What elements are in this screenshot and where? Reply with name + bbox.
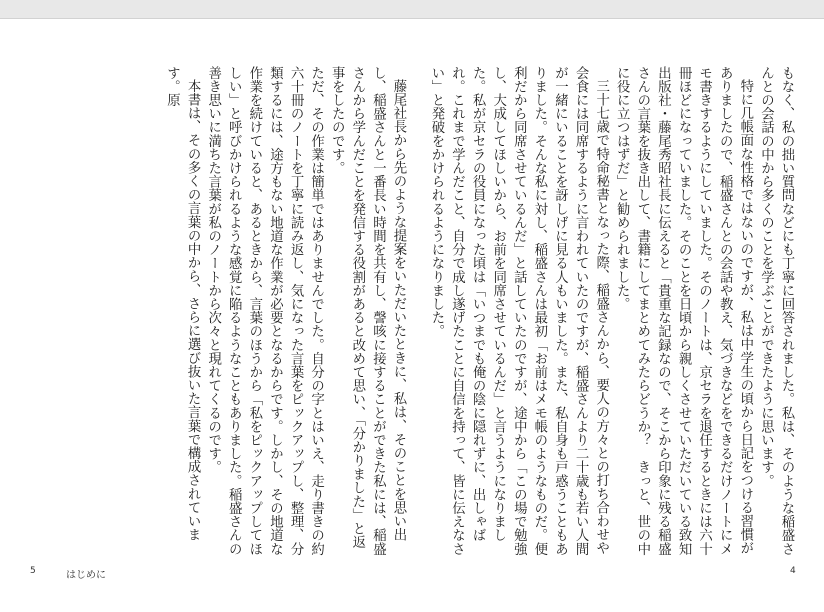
- paragraph: 特に几帳面な性格ではないのですが、私は中学生の頃から日記をつける習慣がありましたので、稲盛さんとの会話や教え、気づきなどをできるだけノートにメモ書きするようにしていました。そのノートは、京セラを退任するときには六十冊ほどになっていました。そのことを日頃から親しくさせていただいている致知出版社・藤尾秀昭社長に伝えると「貴重な記録なので、そこから印象に残る稲盛さんの言葉を抜き出して、書籍にしてまとめてみたらどうか？ きっと、世の中に役に立つはずだ」と勧められました。: [614, 66, 753, 556]
- paragraph: ただ、その作業は簡単ではありませんでした。自分の字とはいえ、走り書きの約六十冊のノートを丁寧に読み返し、気になった言葉をピックアップし、整理、分類するには、途方もない地道な作業が必要となるからです。しかし、その地道な作業を続けていると、あるときから、言葉のほうから「私をピックアップしてほしい」と呼びかけられるような感覚に陥るようなこともありました。稲盛さんの善き思いに満ちた言葉が私のノートから次々と現れてくるのです。: [205, 66, 324, 556]
- left-page-body: [28, 66, 408, 556]
- paragraph: 本書は、その多くの言葉の中から、さらに選び抜いた言葉で構成されています。原: [164, 66, 201, 542]
- paragraph: もなく、私の拙い質問などにも丁寧に回答されました。私は、そのような稲盛さんとの会話の中から多くのことを学ぶことができたように思います。: [758, 66, 794, 556]
- page-number-right: 4: [790, 566, 796, 576]
- right-page-body: [420, 66, 796, 556]
- paragraph: 三十七歳で特命秘書となった際、稲盛さんから、要人の方々との打ち合わせや会食には同席するように言われていたのですが、稲盛さんより二十歳も若い人間が一緒にいることを訝しげに見る人もいました。また、私自身も戸惑うこともありました。そんな私に対し、稲盛さんは最初「お前はメモ帳のようなものだ。便利だから同席させているんだ」と話していたのですが、途中から「この場で勉強し、大成してほしいから、お前を同席させているんだ」と言うようになりました。私が京セラの役員になった頃は「いつまでも俺の陰に隠れずに、出しゃばれ。これまで学んだこと、自分で成し遂げたことに自信を持って、皆に伝えなさい」と発破をかけられるようになりました。: [428, 66, 609, 556]
- paragraph: 藤尾社長から先のような提案をいただいたときに、私は、そのことを思い出し、稲盛さんと一番長い時間を共有し、謦咳に接することができた私には、稲盛さんから学んだことを発信する役割があると改めて思い、「分かりました」と返事をしたのです。: [329, 66, 406, 556]
- page-number-left: 5: [30, 566, 36, 576]
- right-page: [420, 66, 796, 556]
- viewer-top-bar: [0, 0, 824, 19]
- left-page: [28, 66, 408, 556]
- running-head: はじめに: [66, 570, 106, 581]
